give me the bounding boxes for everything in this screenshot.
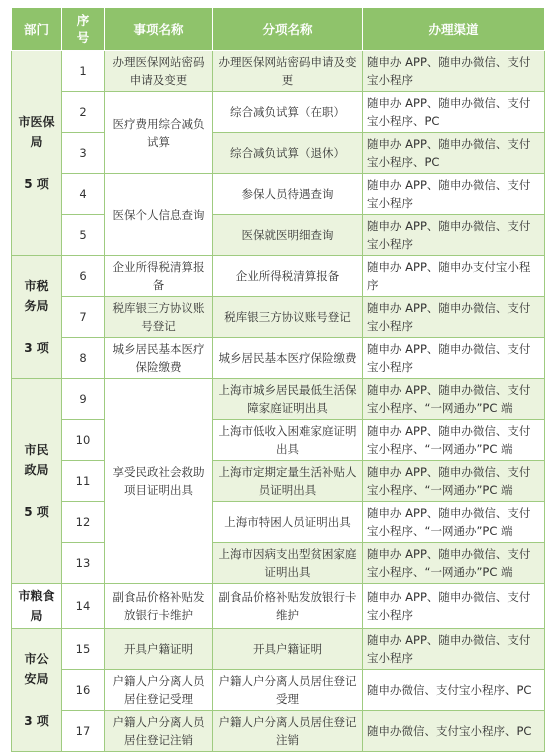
item-name: 医疗费用综合减负试算 <box>105 92 213 174</box>
sub-item-name: 综合减负试算（在职） <box>213 92 363 133</box>
row-number: 3 <box>62 133 105 174</box>
department-count: 5 项 <box>24 177 49 191</box>
sub-item-name: 户籍人户分离人员居住登记受理 <box>213 670 363 711</box>
sub-item-name: 副食品价格补贴发放银行卡维护 <box>213 584 363 629</box>
sub-item-name: 上海市因病支出型贫困家庭证明出具 <box>213 543 363 584</box>
department-cell <box>12 629 62 752</box>
channel: 随申办 APP、随申办微信、支付宝小程序、“一网通办”PC 端 <box>363 461 545 502</box>
row-number: 13 <box>62 543 105 584</box>
table-row <box>12 543 545 584</box>
channel: 随申办 APP、随申办支付宝小程序 <box>363 256 545 297</box>
table-row <box>12 670 545 711</box>
channel: 随申办 APP、随申办微信、支付宝小程序 <box>363 629 545 670</box>
item-name: 城乡居民基本医疗保险缴费 <box>105 338 213 379</box>
header-number: 序号 <box>62 8 105 51</box>
sub-item-name: 上海市低收入困难家庭证明出具 <box>213 420 363 461</box>
channel: 随申办微信、支付宝小程序、PC <box>363 711 545 752</box>
sub-item-name: 医保就医明细查询 <box>213 215 363 256</box>
sub-item-name: 参保人员待遇查询 <box>213 174 363 215</box>
service-table-wrapper <box>11 7 544 752</box>
table-row <box>12 297 545 338</box>
channel: 随申办 APP、随申办微信、支付宝小程序、“一网通办”PC 端 <box>363 543 545 584</box>
service-table <box>11 7 545 752</box>
row-number: 8 <box>62 338 105 379</box>
channel: 随申办 APP、随申办微信、支付宝小程序、“一网通办”PC 端 <box>363 502 545 543</box>
channel: 随申办 APP、随申办微信、支付宝小程序 <box>363 215 545 256</box>
item-name: 办理医保网站密码申请及变更 <box>105 51 213 92</box>
department-cell <box>12 256 62 379</box>
department-cell <box>12 379 62 584</box>
row-number: 14 <box>62 584 105 629</box>
channel: 随申办 APP、随申办微信、支付宝小程序 <box>363 584 545 629</box>
table-row <box>12 215 545 256</box>
table-row <box>12 338 545 379</box>
channel: 随申办 APP、随申办微信、支付宝小程序 <box>363 51 545 92</box>
channel: 随申办微信、支付宝小程序、PC <box>363 670 545 711</box>
department-cell <box>12 584 62 629</box>
item-name: 副食品价格补贴发放银行卡维护 <box>105 584 213 629</box>
header-sub-item-name: 分项名称 <box>213 8 363 51</box>
department-name: 市粮食局 <box>18 589 55 623</box>
sub-item-name: 上海市定期定量生活补贴人员证明出具 <box>213 461 363 502</box>
table-row <box>12 92 545 133</box>
item-name: 享受民政社会救助项目证明出具 <box>105 379 213 584</box>
sub-item-name: 税库银三方协议账号登记 <box>213 297 363 338</box>
department-count: 3 项 <box>24 714 49 728</box>
table-row <box>12 256 545 297</box>
row-number: 12 <box>62 502 105 543</box>
row-number: 10 <box>62 420 105 461</box>
department-count: 5 项 <box>24 505 49 519</box>
channel: 随申办 APP、随申办微信、支付宝小程序 <box>363 338 545 379</box>
item-name: 医保个人信息查询 <box>105 174 213 256</box>
item-name: 企业所得税清算报备 <box>105 256 213 297</box>
channel: 随申办 APP、随申办微信、支付宝小程序、PC <box>363 92 545 133</box>
table-header-row <box>12 8 545 51</box>
sub-item-name: 上海市城乡居民最低生活保障家庭证明出具 <box>213 379 363 420</box>
department-name: 市税务局 <box>24 279 49 313</box>
row-number: 11 <box>62 461 105 502</box>
channel: 随申办 APP、随申办微信、支付宝小程序、“一网通办”PC 端 <box>363 379 545 420</box>
channel: 随申办 APP、随申办微信、支付宝小程序 <box>363 297 545 338</box>
channel: 随申办 APP、随申办微信、支付宝小程序、“一网通办”PC 端 <box>363 420 545 461</box>
table-row <box>12 711 545 752</box>
sub-item-name: 户籍人户分离人员居住登记注销 <box>213 711 363 752</box>
department-name: 市公安局 <box>24 652 49 686</box>
item-name: 税库银三方协议账号登记 <box>105 297 213 338</box>
table-row <box>12 174 545 215</box>
row-number: 5 <box>62 215 105 256</box>
sub-item-name: 城乡居民基本医疗保险缴费 <box>213 338 363 379</box>
sub-item-name: 综合减负试算（退休） <box>213 133 363 174</box>
header-channel: 办理渠道 <box>363 8 545 51</box>
row-number: 6 <box>62 256 105 297</box>
department-name: 市医保局 <box>18 115 55 149</box>
department-name: 市民政局 <box>24 443 49 477</box>
department-cell <box>12 51 62 256</box>
row-number: 9 <box>62 379 105 420</box>
department-count: 3 项 <box>24 341 49 355</box>
channel: 随申办 APP、随申办微信、支付宝小程序 <box>363 174 545 215</box>
sub-item-name: 企业所得税清算报备 <box>213 256 363 297</box>
sub-item-name: 上海市特困人员证明出具 <box>213 502 363 543</box>
table-row <box>12 629 545 670</box>
row-number: 2 <box>62 92 105 133</box>
channel: 随申办 APP、随申办微信、支付宝小程序、PC <box>363 133 545 174</box>
sub-item-name: 开具户籍证明 <box>213 629 363 670</box>
table-row <box>12 379 545 420</box>
header-item-name: 事项名称 <box>105 8 213 51</box>
header-department: 部门 <box>12 8 62 51</box>
row-number: 1 <box>62 51 105 92</box>
table-row <box>12 133 545 174</box>
row-number: 17 <box>62 711 105 752</box>
table-row <box>12 51 545 92</box>
row-number: 16 <box>62 670 105 711</box>
item-name: 户籍人户分离人员居住登记注销 <box>105 711 213 752</box>
row-number: 15 <box>62 629 105 670</box>
item-name: 开具户籍证明 <box>105 629 213 670</box>
sub-item-name: 办理医保网站密码申请及变更 <box>213 51 363 92</box>
row-number: 7 <box>62 297 105 338</box>
table-row <box>12 461 545 502</box>
row-number: 4 <box>62 174 105 215</box>
item-name: 户籍人户分离人员居住登记受理 <box>105 670 213 711</box>
table-row <box>12 584 545 629</box>
table-row <box>12 420 545 461</box>
table-row <box>12 502 545 543</box>
